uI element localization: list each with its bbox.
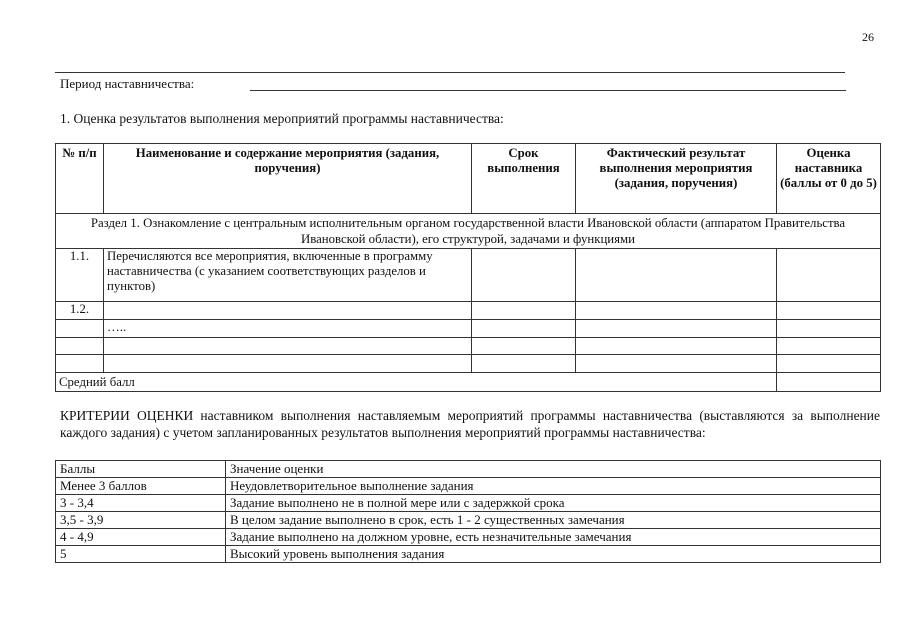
criteria-table	[55, 460, 881, 563]
section-row	[56, 214, 881, 249]
criteria-paragraph: КРИТЕРИИ ОЦЕНКИ наставником выполнения наставляемым мероприятий программы наставничества (выставляются за выполнение каждого задания) с учетом запланированных результатов выполнения мероприятий программы наставничества:	[60, 408, 880, 440]
criteria-score: Менее 3 баллов	[56, 478, 226, 495]
criteria-score: 5	[56, 546, 226, 563]
row-activity[interactable]	[104, 338, 472, 355]
row-score-cell[interactable]	[777, 249, 881, 302]
page-number: 26	[862, 30, 874, 44]
row-activity: …..	[104, 320, 472, 338]
row-result-cell[interactable]	[576, 320, 777, 338]
row-score-cell[interactable]	[777, 302, 881, 320]
criteria-meaning: В целом задание выполнено в срок, есть 1 - 2 существенных замечания	[226, 512, 881, 529]
criteria-header-score: Баллы	[56, 461, 226, 478]
row-result-cell[interactable]	[576, 249, 777, 302]
row-activity: Перечисляются все мероприятия, включенные в программу наставничества (с указанием соответствующих разделов и пунктов)	[104, 249, 472, 302]
period-label: Период наставничества:	[60, 76, 195, 91]
header-actual-result: Фактический результат выполнения мероприятия (задания, поручения)	[576, 144, 777, 214]
table-row	[56, 338, 881, 355]
criteria-score: 3,5 - 3,9	[56, 512, 226, 529]
header-deadline: Срок выполнения	[472, 144, 576, 214]
criteria-meaning: Задание выполнено на должном уровне, есть незначительные замечания	[226, 529, 881, 546]
average-label: Средний балл	[56, 373, 777, 392]
header-activity: Наименование и содержание мероприятия (задания, поручения)	[104, 144, 472, 214]
row-deadline-cell[interactable]	[472, 338, 576, 355]
row-number: 1.1.	[56, 249, 104, 302]
period-row	[60, 76, 846, 92]
criteria-meaning: Задание выполнено не в полной мере или с задержкой срока	[226, 495, 881, 512]
average-row	[56, 373, 881, 392]
criteria-header-meaning: Значение оценки	[226, 461, 881, 478]
row-activity[interactable]	[104, 302, 472, 320]
row-number	[56, 320, 104, 338]
row-deadline-cell[interactable]	[472, 249, 576, 302]
period-blank-line	[250, 90, 846, 91]
criteria-row	[56, 478, 881, 495]
section-row-text: Раздел 1. Ознакомление с центральным исполнительным органом государственной власти Ивановской области (аппаратом Правительства Ивановской области), его структурой, задачами и функциями	[56, 214, 881, 249]
row-result-cell[interactable]	[576, 302, 777, 320]
row-score-cell[interactable]	[777, 355, 881, 373]
row-number	[56, 355, 104, 373]
results-header-row	[56, 144, 881, 214]
section-title: 1. Оценка результатов выполнения мероприятий программы наставничества:	[60, 111, 504, 126]
criteria-row	[56, 529, 881, 546]
header-number: № п/п	[56, 144, 104, 214]
row-result-cell[interactable]	[576, 338, 777, 355]
results-table	[55, 143, 881, 392]
row-number: 1.2.	[56, 302, 104, 320]
criteria-row	[56, 512, 881, 529]
table-row	[56, 320, 881, 338]
average-score-cell[interactable]	[777, 373, 881, 392]
row-deadline-cell[interactable]	[472, 302, 576, 320]
header-mentor-score: Оценка наставника (баллы от 0 до 5)	[777, 144, 881, 214]
criteria-score: 3 - 3,4	[56, 495, 226, 512]
row-activity[interactable]	[104, 355, 472, 373]
criteria-score: 4 - 4,9	[56, 529, 226, 546]
table-row	[56, 249, 881, 302]
table-row	[56, 302, 881, 320]
row-result-cell[interactable]	[576, 355, 777, 373]
table-row	[56, 355, 881, 373]
top-rule	[55, 72, 845, 73]
criteria-meaning: Высокий уровень выполнения задания	[226, 546, 881, 563]
criteria-header-row	[56, 461, 881, 478]
row-score-cell[interactable]	[777, 320, 881, 338]
criteria-row	[56, 495, 881, 512]
row-score-cell[interactable]	[777, 338, 881, 355]
row-deadline-cell[interactable]	[472, 320, 576, 338]
row-number	[56, 338, 104, 355]
criteria-row	[56, 546, 881, 563]
criteria-meaning: Неудовлетворительное выполнение задания	[226, 478, 881, 495]
row-deadline-cell[interactable]	[472, 355, 576, 373]
